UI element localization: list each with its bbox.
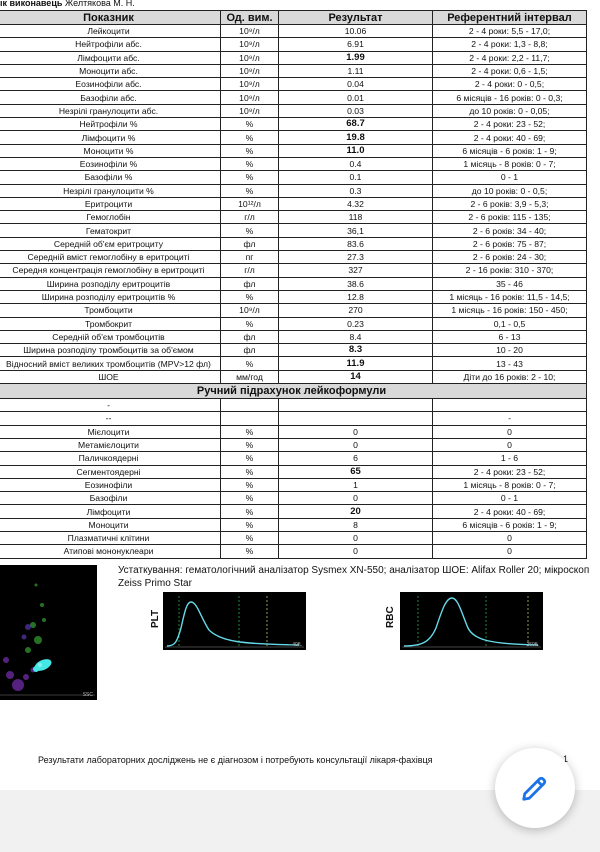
row-result: 0 (279, 425, 433, 438)
row-unit (221, 412, 279, 425)
disclaimer-text: Результати лабораторних досліджень не є діагнозом і потребують консультації лікаря-фахівця (38, 755, 433, 765)
row-reference: 2 - 4 роки: 23 - 52; (433, 118, 587, 131)
row-indicator: Еозинофіли (0, 478, 221, 491)
row-reference: 0 (433, 438, 587, 451)
row-reference: 2 - 4 роки: 40 - 69; (433, 505, 587, 518)
row-result: 68.7 (279, 118, 433, 131)
table-row (0, 91, 587, 104)
row-reference: 1 місяць - 8 років: 0 - 7; (433, 478, 587, 491)
results-table (0, 10, 587, 559)
row-reference: 2 - 6 років: 24 - 30; (433, 251, 587, 264)
col-header-reference: Референтний інтервал (433, 11, 587, 25)
row-unit: 10⁹/л (221, 38, 279, 51)
row-indicator: Середній вміст гемоглобіну в еритроциті (0, 251, 221, 264)
table-row (0, 211, 587, 224)
row-reference: 2 - 16 років: 310 - 370; (433, 264, 587, 277)
table-row (0, 224, 587, 237)
row-result: 0.3 (279, 184, 433, 197)
row-indicator: Відносний вміст великих тромбоцитів (MPV>12 фл) (0, 357, 221, 370)
row-result: 10.06 (279, 25, 433, 38)
table-row (0, 144, 587, 157)
row-result: 1 (279, 478, 433, 491)
row-unit: г/л (221, 264, 279, 277)
row-unit: фл (221, 277, 279, 290)
row-result: 0.03 (279, 104, 433, 117)
row-reference: 2 - 6 років: 3,9 - 5,3; (433, 197, 587, 210)
row-indicator: Незрілі гранулоцити абс. (0, 104, 221, 117)
row-unit: г/л (221, 211, 279, 224)
row-indicator: Паличкоядерні (0, 452, 221, 465)
row-result: 36,1 (279, 224, 433, 237)
row-result: 19.8 (279, 131, 433, 144)
row-unit: % (221, 425, 279, 438)
row-result: 83.6 (279, 237, 433, 250)
row-result: 20 (279, 505, 433, 518)
row-result: 14 (279, 370, 433, 383)
row-unit: 10⁹/л (221, 51, 279, 64)
table-row (0, 438, 587, 451)
row-reference: 2 - 4 роки: 23 - 52; (433, 465, 587, 478)
performer-name: Желтякова М. Н. (64, 0, 135, 8)
row-reference: 0 (433, 531, 587, 544)
row-indicator: Плазматичні клітини (0, 531, 221, 544)
manual-section-row (0, 384, 587, 399)
row-unit: мм/год (221, 370, 279, 383)
table-row (0, 184, 587, 197)
table-row (0, 277, 587, 290)
row-result: 1.99 (279, 51, 433, 64)
row-reference: 1 місяць - 16 років: 11,5 - 14,5; (433, 290, 587, 303)
row-indicator: Незрілі гранулоцити % (0, 184, 221, 197)
row-result: 0 (279, 492, 433, 505)
row-reference: 35 - 46 (433, 277, 587, 290)
row-result: 6.91 (279, 38, 433, 51)
row-result: 0.23 (279, 317, 433, 330)
row-indicator: Гематокрит (0, 224, 221, 237)
row-reference: 6 - 13 (433, 330, 587, 343)
row-reference: 0,1 - 0,5 (433, 317, 587, 330)
table-row (0, 399, 587, 412)
row-unit: % (221, 465, 279, 478)
row-indicator: Еритроцити (0, 197, 221, 210)
row-result: 65 (279, 465, 433, 478)
row-indicator: Моноцити % (0, 144, 221, 157)
row-unit: 10⁹/л (221, 104, 279, 117)
rbc-scale-label: 250fL (526, 642, 539, 648)
row-unit: % (221, 224, 279, 237)
table-row (0, 237, 587, 250)
table-row (0, 505, 587, 518)
wdf-scatter-plot (0, 565, 97, 700)
table-row (0, 304, 587, 317)
row-unit: 10⁹/л (221, 304, 279, 317)
row-unit: фл (221, 344, 279, 357)
scatter-graphic (0, 565, 97, 700)
row-result: 11.9 (279, 357, 433, 370)
row-result: 0.1 (279, 171, 433, 184)
row-indicator: Лімфоцити % (0, 131, 221, 144)
performer-line (0, 0, 135, 8)
row-reference: 2 - 6 років: 115 - 135; (433, 211, 587, 224)
table-row (0, 118, 587, 131)
row-result: 8 (279, 518, 433, 531)
table-row (0, 197, 587, 210)
row-indicator: Тромбокрит (0, 317, 221, 330)
row-result (279, 399, 433, 412)
plt-curve (163, 592, 306, 650)
table-row (0, 264, 587, 277)
table-row (0, 290, 587, 303)
row-unit: % (221, 157, 279, 170)
plt-scale-label: 40fL (292, 642, 302, 648)
row-indicator: Гемоглобін (0, 211, 221, 224)
row-unit: % (221, 317, 279, 330)
row-unit: % (221, 184, 279, 197)
table-row (0, 465, 587, 478)
row-reference: 2 - 6 років: 75 - 87; (433, 237, 587, 250)
row-indicator: -- (0, 412, 221, 425)
row-reference: 1 місяць - 8 років: 0 - 7; (433, 157, 587, 170)
table-row (0, 131, 587, 144)
row-result: 11.0 (279, 144, 433, 157)
row-reference: 6 місяців - 6 років: 1 - 9; (433, 144, 587, 157)
table-row (0, 425, 587, 438)
row-result: 118 (279, 211, 433, 224)
row-reference: 2 - 4 роки: 2,2 - 11,7; (433, 51, 587, 64)
row-unit: % (221, 545, 279, 558)
table-row (0, 370, 587, 383)
row-result: 0.4 (279, 157, 433, 170)
row-result: 4.32 (279, 197, 433, 210)
table-row (0, 357, 587, 370)
table-row (0, 531, 587, 544)
manual-body (0, 399, 587, 559)
row-result: 0 (279, 545, 433, 558)
row-indicator: Еозинофіли абс. (0, 78, 221, 91)
row-unit (221, 399, 279, 412)
table-row (0, 51, 587, 64)
table-row (0, 171, 587, 184)
table-row (0, 25, 587, 38)
row-indicator: Лімфоцити абс. (0, 51, 221, 64)
row-indicator: Еозинофіли % (0, 157, 221, 170)
table-row (0, 330, 587, 343)
row-result: 0.04 (279, 78, 433, 91)
row-result: 12.8 (279, 290, 433, 303)
row-unit: пг (221, 251, 279, 264)
row-result: 8.3 (279, 344, 433, 357)
row-unit: % (221, 505, 279, 518)
row-indicator: Сегментоядерні (0, 465, 221, 478)
row-reference: 6 місяців - 6 років: 1 - 9; (433, 518, 587, 531)
row-reference: Діти до 16 років: 2 - 10; (433, 370, 587, 383)
row-reference: 2 - 4 роки: 5,5 - 17,0; (433, 25, 587, 38)
table-row (0, 412, 587, 425)
row-result: 8.4 (279, 330, 433, 343)
row-reference: 2 - 4 роки: 40 - 69; (433, 131, 587, 144)
row-indicator: Лімфоцити (0, 505, 221, 518)
col-header-result: Результат (279, 11, 433, 25)
row-reference: 2 - 4 роки: 0,6 - 1,5; (433, 64, 587, 77)
table-header-row (0, 11, 587, 25)
row-unit: % (221, 131, 279, 144)
row-reference: до 10 років: 0 - 0,05; (433, 104, 587, 117)
row-reference: 10 - 20 (433, 344, 587, 357)
col-header-indicator: Показник (0, 11, 221, 25)
row-unit: фл (221, 330, 279, 343)
row-unit: % (221, 531, 279, 544)
row-indicator: Базофіли (0, 492, 221, 505)
table-row (0, 478, 587, 491)
row-unit: % (221, 357, 279, 370)
row-indicator: Моноцити абс. (0, 64, 221, 77)
row-reference: 0 (433, 425, 587, 438)
rbc-histogram (400, 592, 543, 650)
row-unit: % (221, 438, 279, 451)
row-indicator: - (0, 399, 221, 412)
rbc-curve (400, 592, 543, 650)
row-reference: 0 (433, 545, 587, 558)
row-unit: 10⁹/л (221, 64, 279, 77)
table-row (0, 452, 587, 465)
row-reference: 2 - 6 років: 34 - 40; (433, 224, 587, 237)
table-row (0, 64, 587, 77)
row-reference (433, 399, 587, 412)
row-indicator: Ширина розподілу еритроцитів % (0, 290, 221, 303)
row-reference: 6 місяців - 16 років: 0 - 0,3; (433, 91, 587, 104)
row-reference: 1 - 6 (433, 452, 587, 465)
results-body (0, 25, 587, 384)
row-result: 0.01 (279, 91, 433, 104)
row-result: 6 (279, 452, 433, 465)
table-row (0, 251, 587, 264)
table-row (0, 344, 587, 357)
row-indicator: Лейкоцити (0, 25, 221, 38)
row-reference: - (433, 412, 587, 425)
row-unit: % (221, 290, 279, 303)
row-reference: 13 - 43 (433, 357, 587, 370)
col-header-unit: Од. вим. (221, 11, 279, 25)
row-indicator: Моноцити (0, 518, 221, 531)
row-indicator: Нейтрофіли абс. (0, 38, 221, 51)
row-reference: 0 - 1 (433, 492, 587, 505)
row-indicator: Базофіли абс. (0, 91, 221, 104)
row-unit: 10⁹/л (221, 91, 279, 104)
table-row (0, 317, 587, 330)
table-row (0, 38, 587, 51)
row-indicator: Середній об'єм тромбоцитів (0, 330, 221, 343)
row-reference: 2 - 4 роки: 1,3 - 8,8; (433, 38, 587, 51)
row-unit: % (221, 118, 279, 131)
row-unit: 10⁹/л (221, 78, 279, 91)
scatter-axis-label: SSC (82, 692, 93, 698)
table-row (0, 492, 587, 505)
row-result: 0 (279, 438, 433, 451)
row-indicator: Мієлоцити (0, 425, 221, 438)
plt-histogram (163, 592, 306, 650)
table-row (0, 545, 587, 558)
row-result: 270 (279, 304, 433, 317)
row-reference: 1 місяць - 16 років: 150 - 450; (433, 304, 587, 317)
table-row (0, 78, 587, 91)
row-indicator: Тромбоцити (0, 304, 221, 317)
row-unit: 10¹²/л (221, 197, 279, 210)
row-reference: до 10 років: 0 - 0,5; (433, 184, 587, 197)
row-reference: 0 - 1 (433, 171, 587, 184)
equipment-note: Устаткування: гематологічний аналізатор Sysmex XN-550; аналізатор ШОЕ: Alifax Roller 20; мікроскоп Zeiss Primo Star (118, 565, 590, 589)
row-result: 327 (279, 264, 433, 277)
row-reference: 2 - 4 роки: 0 - 0,5; (433, 78, 587, 91)
row-indicator: Нейтрофіли % (0, 118, 221, 131)
table-row (0, 157, 587, 170)
table-row (0, 518, 587, 531)
row-indicator: Метамієлоцити (0, 438, 221, 451)
row-unit: % (221, 452, 279, 465)
row-result (279, 412, 433, 425)
row-unit: % (221, 518, 279, 531)
rbc-histogram-label: RBC (385, 606, 396, 628)
row-indicator: Атипові мононуклеари (0, 545, 221, 558)
row-indicator: Середня концентрація гемоглобіну в еритроциті (0, 264, 221, 277)
row-unit: фл (221, 237, 279, 250)
row-unit: 10⁹/л (221, 25, 279, 38)
row-unit: % (221, 478, 279, 491)
row-indicator: ШОЕ (0, 370, 221, 383)
pencil-edit-icon (520, 773, 550, 803)
page-mark: 1 (563, 754, 569, 764)
row-indicator: Ширина розподілу тромбоцитів за об'ємом (0, 344, 221, 357)
performer-role: ік виконавець (0, 0, 63, 8)
edit-fab-button[interactable] (495, 748, 575, 828)
manual-section-title: Ручний підрахунок лейкоформули (0, 384, 587, 399)
row-result: 27.3 (279, 251, 433, 264)
table-row (0, 104, 587, 117)
row-result: 1.11 (279, 64, 433, 77)
row-result: 0 (279, 531, 433, 544)
row-indicator: Середній об'єм еритроциту (0, 237, 221, 250)
row-indicator: Базофіли % (0, 171, 221, 184)
row-unit: % (221, 492, 279, 505)
row-indicator: Ширина розподілу еритроцитів (0, 277, 221, 290)
plt-histogram-label: PLT (150, 609, 161, 628)
row-result: 38.6 (279, 277, 433, 290)
row-unit: % (221, 144, 279, 157)
row-unit: % (221, 171, 279, 184)
